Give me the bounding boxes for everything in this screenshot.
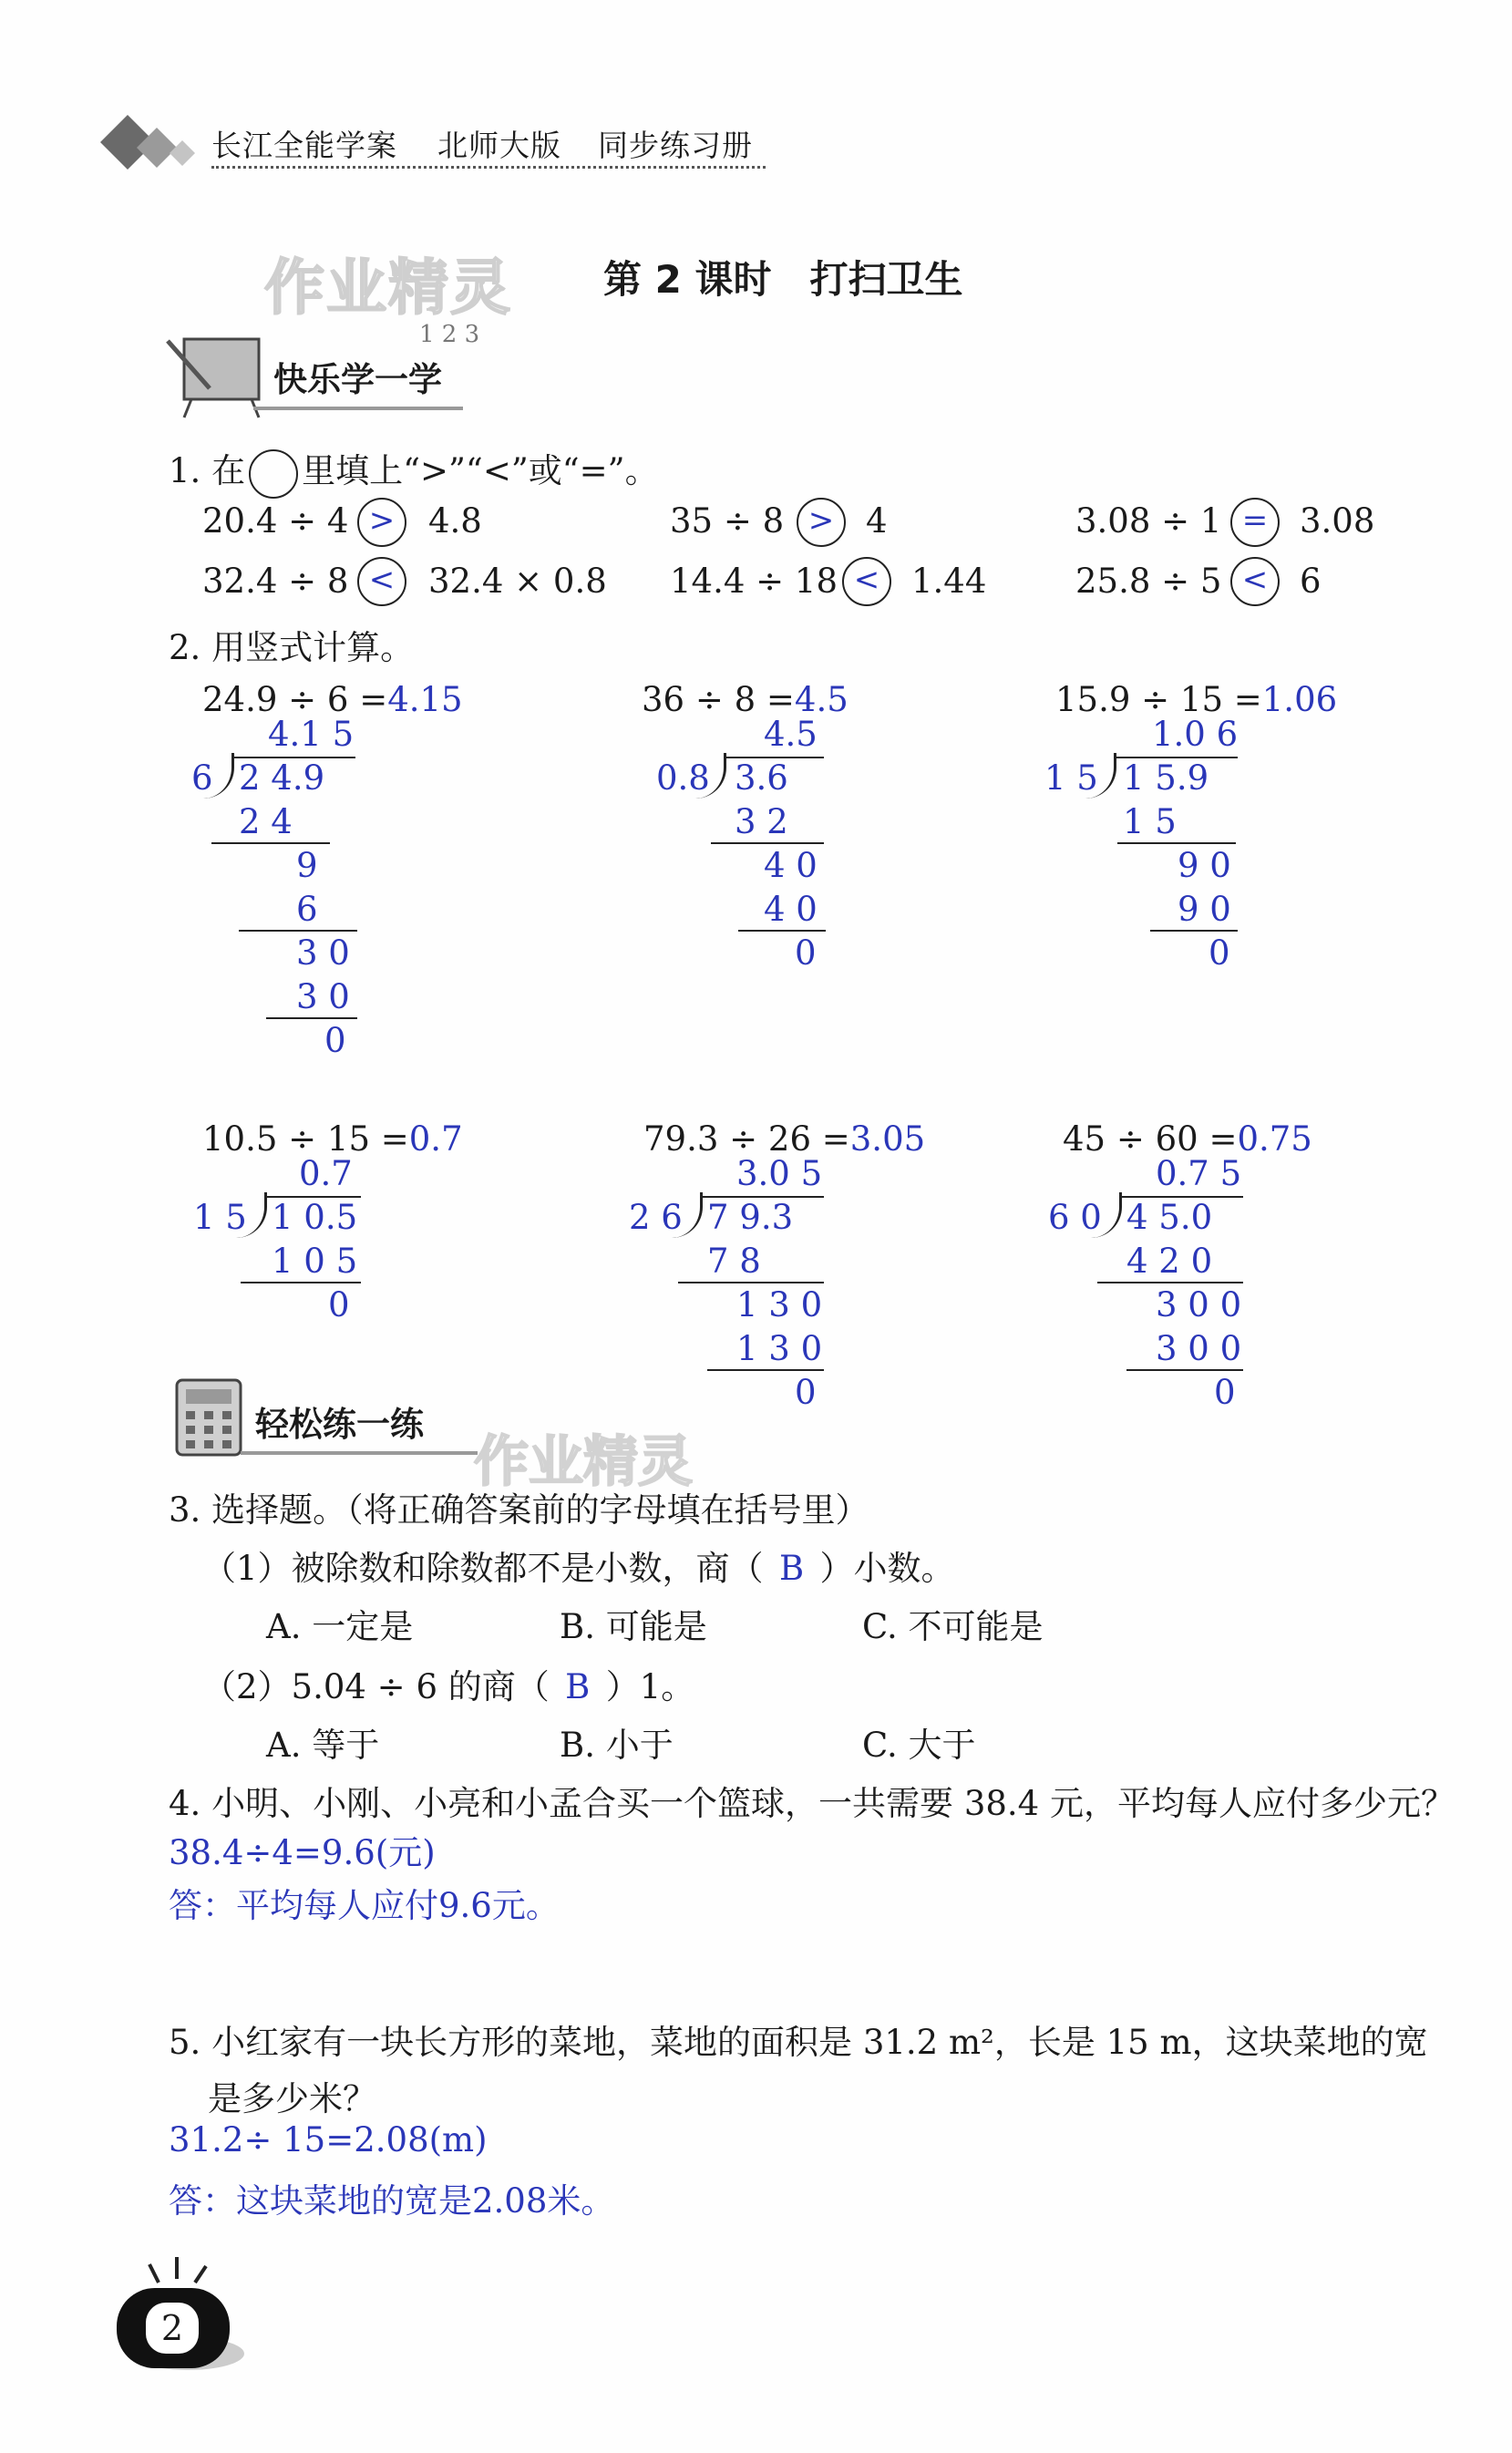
q1-item-4-left: 32.4 ÷ 8	[202, 562, 349, 601]
page-number-badge	[109, 2252, 246, 2379]
q2-p2-quotient: 4.5	[764, 715, 818, 754]
diamond-logo-icon	[98, 108, 208, 180]
q2-p5-step-4: 0	[795, 1373, 817, 1412]
q1-item-1-sign[interactable]: >	[357, 498, 406, 547]
q3-s1-answer[interactable]: B	[778, 1549, 805, 1588]
q2-p1-dividend: 2 4.9	[239, 758, 325, 798]
q3-s2: （2）5.04 ÷ 6 的商（ B ）1。	[202, 1667, 695, 1706]
header-publisher: 长江全能学案	[211, 128, 397, 163]
q2-p4-answer[interactable]: 0.7	[408, 1119, 463, 1159]
q1-item-3-left: 3.08 ÷ 1	[1075, 501, 1222, 541]
q3-s2-option-c: C. 大于	[862, 1726, 976, 1765]
q5-prompt-line-1: 5. 小红家有一块长方形的菜地，菜地的面积是 31.2 m²，长是 15 m，这块菜地的宽	[169, 2023, 1428, 2062]
q2-p1-step-2: 9	[296, 846, 318, 885]
q3-s1-option-c: C. 不可能是	[862, 1607, 1044, 1646]
q2-p1-expr: 24.9 ÷ 6 =	[202, 680, 388, 719]
q2-p2-divisor: 0.8	[656, 758, 710, 798]
q1-prompt: 1. 在 里填上“>”“<”或“=”。	[169, 443, 659, 499]
q3-prompt: 3. 选择题。（将正确答案前的字母填在括号里）	[169, 1490, 869, 1530]
header-logo	[98, 108, 208, 180]
q3-s1-option-b: B. 可能是	[560, 1607, 707, 1646]
q3-s2-option-b: B. 小于	[560, 1726, 674, 1765]
watermark: 作业精灵	[264, 253, 512, 323]
page-number: 2	[160, 2308, 184, 2348]
q2-p2-step-1: 3 2	[735, 802, 788, 841]
q2-p1-step-6: 0	[324, 1021, 346, 1060]
q2-p3-step-4: 0	[1209, 933, 1230, 973]
q2-p5-step-2: 1 3 0	[736, 1285, 823, 1324]
q2-p4-dividend: 1 0.5	[272, 1198, 358, 1237]
q1-item-5-left: 14.4 ÷ 18	[670, 562, 838, 601]
blackboard-icon	[164, 328, 273, 419]
q5-prompt-line-2: 是多少米？	[208, 2079, 376, 2118]
q2-p3-dividend: 1 5.9	[1123, 758, 1209, 798]
header-edition: 北师大版	[437, 128, 561, 163]
q2-p6-answer[interactable]: 0.75	[1237, 1119, 1312, 1159]
q2-p4-quotient: 0.7	[299, 1154, 353, 1193]
q1-item-6-right: 6	[1300, 562, 1322, 601]
q1-item-4-sign[interactable]: <	[357, 557, 406, 606]
q4-prompt: 4. 小明、小刚、小亮和小孟合买一个篮球，一共需要 38.4 元，平均每人应付多少元？	[169, 1784, 1455, 1823]
q2-p2-answer[interactable]: 4.5	[794, 680, 849, 719]
q4-answer[interactable]: 答：平均每人应付9.6元。	[169, 1886, 560, 1925]
numbers-doodle: 1 2 3	[419, 321, 480, 348]
q2-p1-step-4: 3 0	[296, 933, 350, 973]
q3-s1-option-a: A. 一定是	[266, 1607, 414, 1646]
q2-p6-quotient: 0.7 5	[1156, 1154, 1242, 1193]
q2-p3-divisor: 1 5	[1044, 758, 1098, 798]
q2-p1-step-3: 6	[296, 890, 318, 929]
q3-s2-answer[interactable]: B	[565, 1667, 591, 1706]
q2-p6-step-4: 0	[1214, 1373, 1236, 1412]
q2-p2-step-4: 0	[795, 933, 817, 973]
q2-p3-quotient: 1.0 6	[1152, 715, 1239, 754]
q2-p6-divisor: 6 0	[1048, 1198, 1102, 1237]
q2-p1-step-5: 3 0	[296, 977, 350, 1016]
q2-p6-step-2: 3 0 0	[1156, 1285, 1242, 1324]
q5-answer[interactable]: 答：这块菜地的宽是2.08米。	[169, 2181, 615, 2221]
q1-item-6-sign[interactable]: <	[1230, 557, 1280, 606]
q2-p4-step-1: 1 0 5	[272, 1242, 358, 1281]
q2-p1-divisor: 6	[191, 758, 213, 798]
q2-p2-expr: 36 ÷ 8 =	[642, 680, 795, 719]
lesson-title: 第 2 课时 打扫卫生	[603, 257, 963, 302]
q1-item-2-left: 35 ÷ 8	[670, 501, 785, 541]
q2-p5-step-3: 1 3 0	[736, 1329, 823, 1368]
q1-item-3-sign[interactable]: =	[1230, 498, 1280, 547]
q1-item-4-right: 32.4 × 0.8	[428, 562, 607, 601]
q4-work[interactable]: 38.4÷4=9.6(元)	[169, 1833, 436, 1872]
q2-p1-answer[interactable]: 4.15	[387, 680, 463, 719]
q2-prompt: 2. 用竖式计算。	[169, 628, 415, 667]
q1-item-2-sign[interactable]: >	[797, 498, 846, 547]
q2-p1-quotient: 4.1 5	[268, 715, 355, 754]
section-learn-banner	[164, 321, 510, 419]
q2-p3-expr: 15.9 ÷ 15 =	[1055, 680, 1262, 719]
q1-item-3-right: 3.08	[1300, 501, 1375, 541]
q1-item-1-right: 4.8	[428, 501, 482, 541]
q5-work[interactable]: 31.2÷ 15=2.08(m)	[169, 2120, 488, 2159]
q2-p5-step-1: 7 8	[707, 1242, 761, 1281]
q2-p3-step-3: 9 0	[1178, 890, 1231, 929]
q1-item-5-right: 1.44	[911, 562, 987, 601]
section-learn-title: 快乐学一学	[273, 360, 442, 399]
q2-p5-quotient: 3.0 5	[736, 1154, 823, 1193]
q2-p5-expr: 79.3 ÷ 26 =	[643, 1119, 850, 1159]
q2-p5-answer[interactable]: 3.05	[849, 1119, 926, 1159]
q2-p6-dividend: 4 5.0	[1126, 1198, 1213, 1237]
watermark-2: 作业精灵	[474, 1430, 693, 1494]
q2-p4-divisor: 1 5	[193, 1198, 247, 1237]
calculator-icon	[168, 1371, 259, 1462]
q1-item-5-sign[interactable]: <	[842, 557, 891, 606]
q2-p5-divisor: 2 6	[629, 1198, 683, 1237]
q2-p2-dividend: 3.6	[735, 758, 788, 798]
q2-p5-dividend: 7 9.3	[707, 1198, 794, 1237]
q1-item-1-left: 20.4 ÷ 4	[202, 501, 349, 541]
q2-p2-step-3: 4 0	[764, 890, 818, 929]
q2-p4-step-2: 0	[328, 1285, 350, 1324]
q3-s1: （1）被除数和除数都不是小数，商（ B ）小数。	[202, 1549, 955, 1588]
q2-p2-step-2: 4 0	[764, 846, 818, 885]
q2-p4-expr: 10.5 ÷ 15 =	[202, 1119, 409, 1159]
q2-p6-expr: 45 ÷ 60 =	[1063, 1119, 1238, 1159]
q2-p6-step-3: 3 0 0	[1156, 1329, 1242, 1368]
q1-item-6-left: 25.8 ÷ 5	[1075, 562, 1222, 601]
q1-item-2-right: 4	[866, 501, 888, 541]
q2-p3-answer[interactable]: 1.06	[1261, 680, 1338, 719]
q2-p6-step-1: 4 2 0	[1126, 1242, 1213, 1281]
header-rule	[211, 166, 766, 169]
q3-s2-option-a: A. 等于	[266, 1726, 380, 1765]
header-book: 同步练习册	[598, 128, 753, 163]
q2-p1-step-1: 2 4	[239, 802, 293, 841]
section-practice-title: 轻松练一练	[255, 1405, 424, 1444]
q2-p3-step-2: 9 0	[1178, 846, 1231, 885]
q2-p3-step-1: 1 5	[1123, 802, 1177, 841]
